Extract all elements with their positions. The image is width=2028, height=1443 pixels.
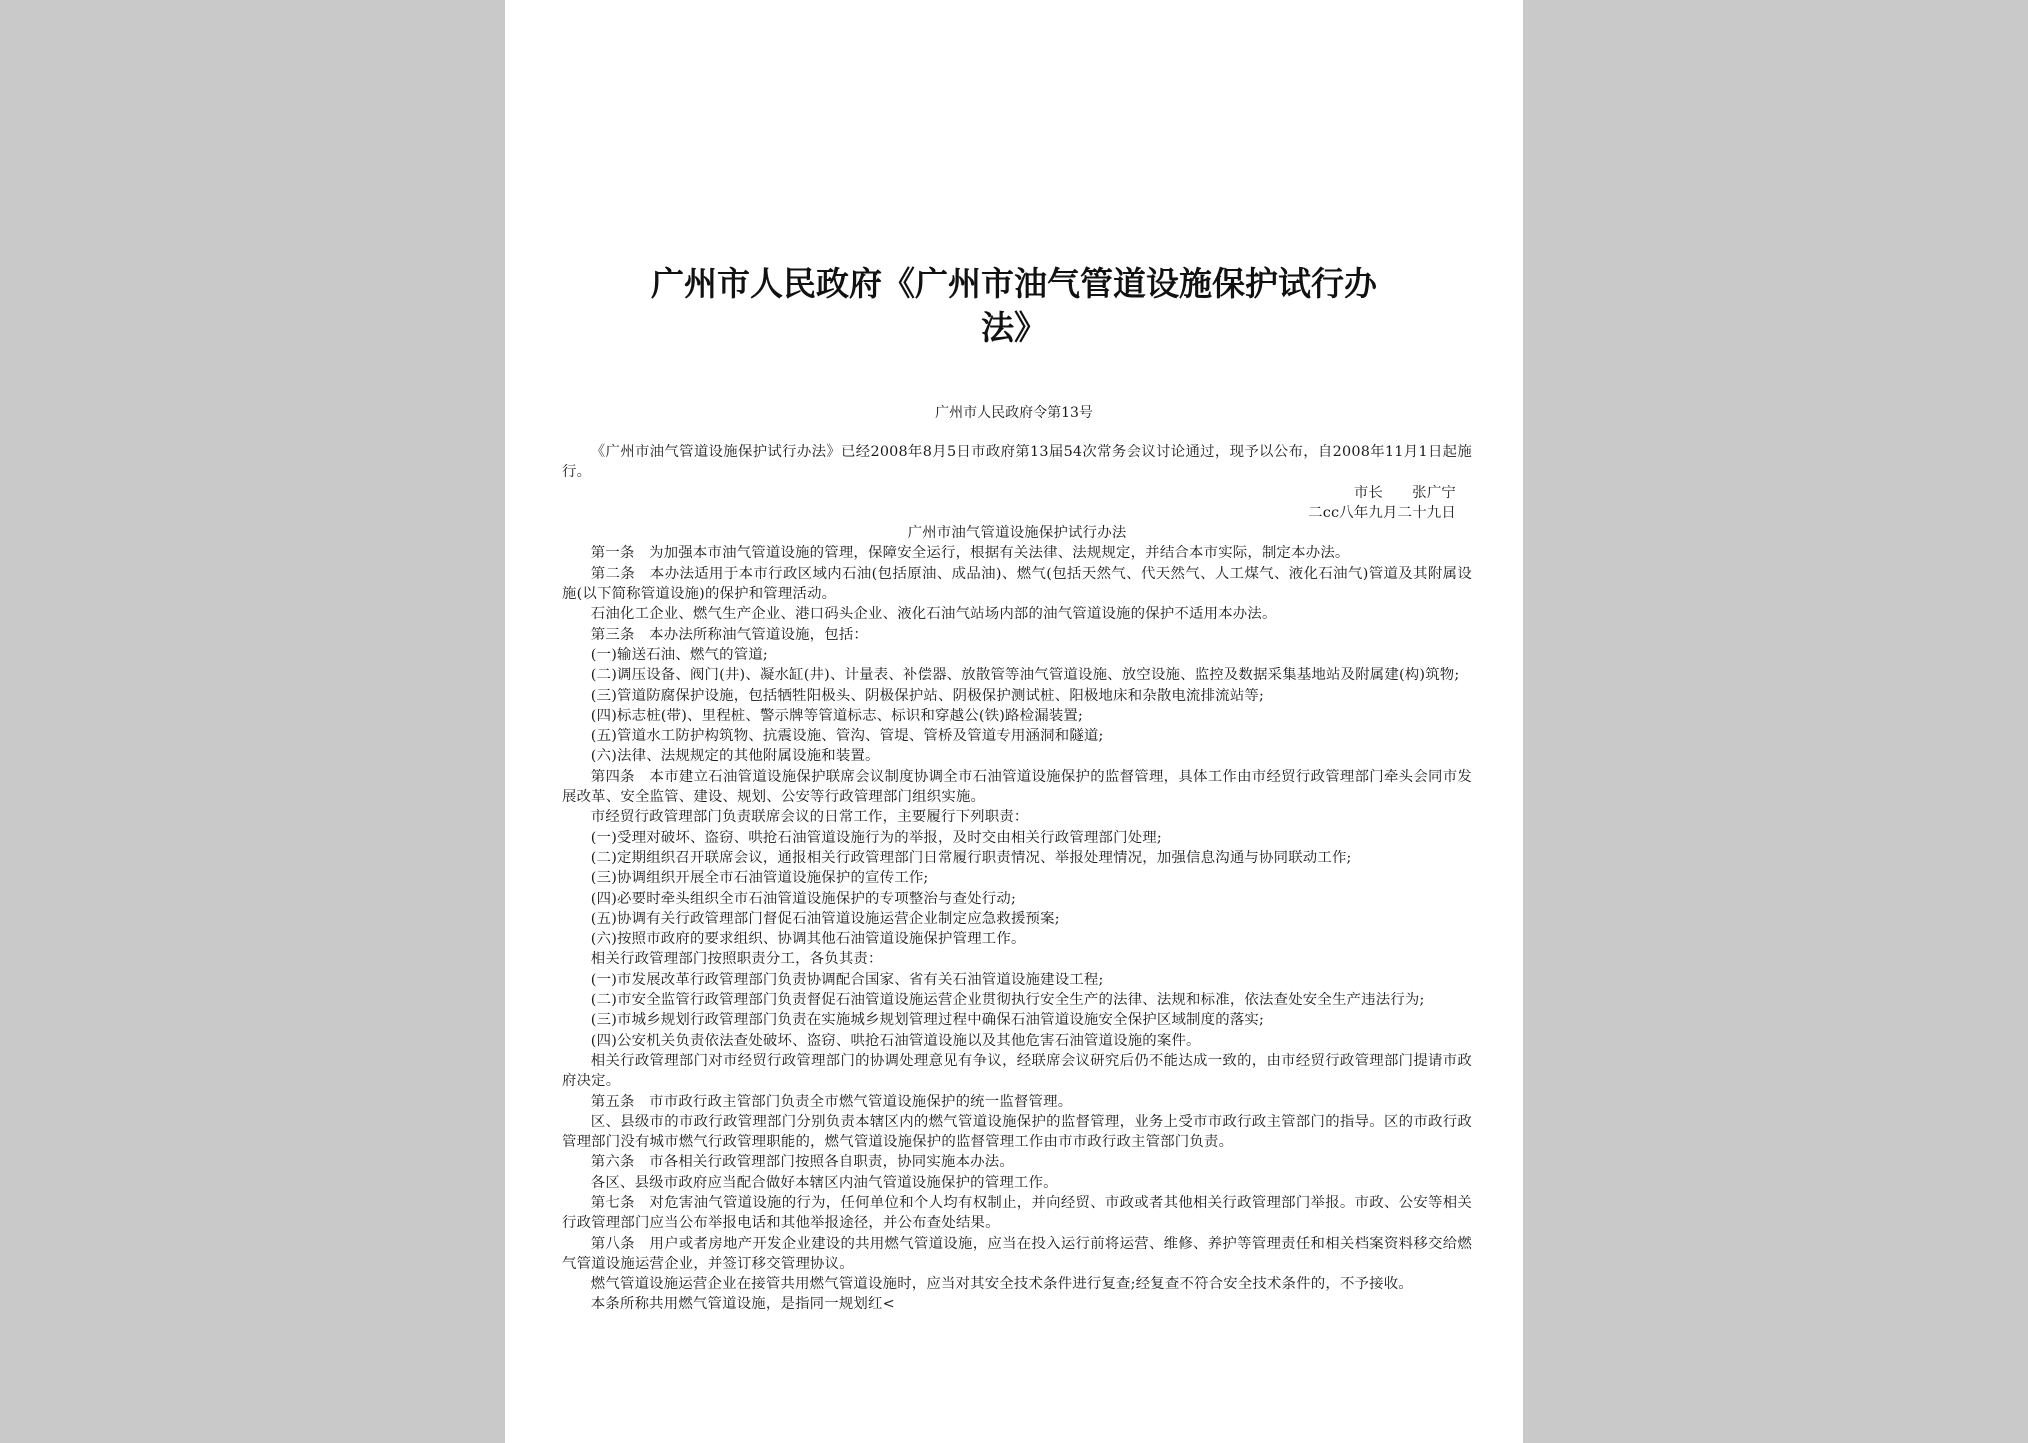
paragraph: 第二条 本办法适用于本市行政区域内石油(包括原油、成品油)、燃气(包括天然气、代天然气、人工煤气、液化石油气)管道及其附属设施(以下简称管道设施)的保护和管理活动。 xyxy=(562,565,1472,603)
title-line-2: 法》 xyxy=(981,308,1047,347)
paragraph: 第四条 本市建立石油管道设施保护联席会议制度协调全市石油管道设施保护的监督管理，具体工作由市经贸行政管理部门牵头会同市发展改革、安全监管、建设、规划、公安等行政管理部门组织实施。 xyxy=(562,768,1472,806)
paragraph: (五)协调有关行政管理部门督促石油管道设施运营企业制定应急救援预案; xyxy=(590,910,1060,927)
paragraph: (五)管道水工防护构筑物、抗震设施、管沟、管堤、管桥及管道专用涵洞和隧道; xyxy=(590,728,1104,745)
paragraph: 各区、县级市政府应当配合做好本辖区内油气管道设施保护的管理工作。 xyxy=(590,1174,1058,1191)
paragraph: (一)受理对破坏、盗窃、哄抢石油管道设施行为的举报，及时交由相关行政管理部门处理; xyxy=(590,829,1162,846)
paragraph: (二)市安全监管行政管理部门负责督促石油管道设施运营企业贯彻执行安全生产的法律、法规和标准，依法查处安全生产违法行为; xyxy=(590,992,1425,1009)
paragraph: 市长 张广宁 xyxy=(1353,484,1456,501)
paragraph: 第七条 对危害油气管道设施的行为，任何单位和个人均有权制止，并向经贸、市政或者其他相关行政管理部门举报。市政、公安等相关行政管理部门应当公布举报电话和其他举报途径，并公布查处结果。 xyxy=(562,1194,1472,1232)
order-number: 广州市人民政府令第13号 xyxy=(935,405,1093,421)
paragraph: 第五条 市市政行政主管部门负责全市燃气管道设施保护的统一监督管理。 xyxy=(590,1093,1073,1110)
document-page xyxy=(505,0,1523,1443)
paragraph: 二cc八年九月二十九日 xyxy=(1308,504,1456,521)
paragraph: 第八条 用户或者房地产开发企业建设的共用燃气管道设施，应当在投入运行前将运营、维修、养护等管理责任和相关档案资料移交给燃气管道设施运营企业，并签订移交管理协议。 xyxy=(562,1235,1472,1272)
paragraph: 燃气管道设施运营企业在接管共用燃气管道设施时，应当对其安全技术条件进行复查;经复查不符合安全技术条件的，不予接收。 xyxy=(590,1276,1413,1293)
paragraph: 相关行政管理部门对市经贸行政管理部门的协调处理意见有争议，经联席会议研究后仍不能达成一致的，由市经贸行政管理部门提请市政府决定。 xyxy=(562,1052,1472,1090)
paragraph: (三)协调组织开展全市石油管道设施保护的宣传工作; xyxy=(590,870,929,887)
paragraph: (三)市城乡规划行政管理部门负责在实施城乡规划管理过程中确保石油管道设施安全保护区域制度的落实; xyxy=(590,1012,1265,1029)
paragraph: (六)法律、法规规定的其他附属设施和装置。 xyxy=(590,748,880,765)
paragraph: 区、县级市的市政行政管理部门分别负责本辖区内的燃气管道设施保护的监督管理，业务上受市市政行政主管部门的指导。区的市政行政管理部门没有城市燃气行政管理职能的，燃气管道设施保护的监督管理工作由市市政行政主管部门负责。 xyxy=(562,1113,1472,1151)
paragraph: (四)公安机关负责依法查处破坏、盗窃、哄抢石油管道设施以及其他危害石油管道设施的案件。 xyxy=(590,1032,1201,1049)
paragraph: (六)按照市政府的要求组织、协调其他石油管道设施保护管理工作。 xyxy=(590,931,1026,948)
paragraph: 第三条 本办法所称油气管道设施，包括： xyxy=(590,626,869,643)
paragraph: (二)定期组织召开联席会议，通报相关行政管理部门日常履行职责情况、举报处理情况，加强信息沟通与协同联动工作; xyxy=(590,849,1352,866)
paragraph: 本条所称共用燃气管道设施，是指同一规划红< xyxy=(590,1296,895,1313)
document-body xyxy=(562,442,1472,1315)
paragraph: (一)输送石油、燃气的管道; xyxy=(590,646,768,663)
paragraph: (二)调压设备、阀门(井)、凝水缸(井)、计量表、补偿器、放散管等油气管道设施、放空设施、监控及数据采集基地站及附属建(构)筑物; xyxy=(590,667,1460,684)
paragraph: 相关行政管理部门按照职责分工，各负其责： xyxy=(590,951,883,968)
paragraph: 第一条 为加强本市油气管道设施的管理，保障安全运行，根据有关法律、法规规定，并结合本市实际，制定本办法。 xyxy=(590,545,1350,562)
paragraph: 第六条 市各相关行政管理部门按照各自职责，协同实施本办法。 xyxy=(590,1154,1014,1171)
paragraph: 《广州市油气管道设施保护试行办法》已经2008年8月5日市政府第13届54次常务会议讨论通过，现予以公布，自2008年11月1日起施行。 xyxy=(562,444,1472,481)
paragraph: 广州市油气管道设施保护试行办法 xyxy=(907,525,1127,542)
paragraph: (四)必要时牵头组织全市石油管道设施保护的专项整治与查处行动; xyxy=(590,890,1017,907)
title-line-1: 广州市人民政府《广州市油气管道设施保护试行办 xyxy=(651,264,1377,303)
document-title xyxy=(505,262,1523,350)
paragraph: 市经贸行政管理部门负责联席会议的日常工作，主要履行下列职责： xyxy=(590,809,1029,826)
paragraph: (一)市发展改革行政管理部门负责协调配合国家、省有关石油管道设施建设工程; xyxy=(590,971,1104,988)
paragraph: 石油化工企业、燃气生产企业、港口码头企业、液化石油气站场内部的油气管道设施的保护不适用本办法。 xyxy=(590,606,1277,623)
paragraph: (三)管道防腐保护设施，包括牺牲阳极头、阴极保护站、阴极保护测试桩、阳极地床和杂散电流排流站等; xyxy=(590,687,1265,704)
paragraph: (四)标志桩(带)、里程桩、警示牌等管道标志、标识和穿越公(铁)路检漏装置; xyxy=(590,707,1084,724)
